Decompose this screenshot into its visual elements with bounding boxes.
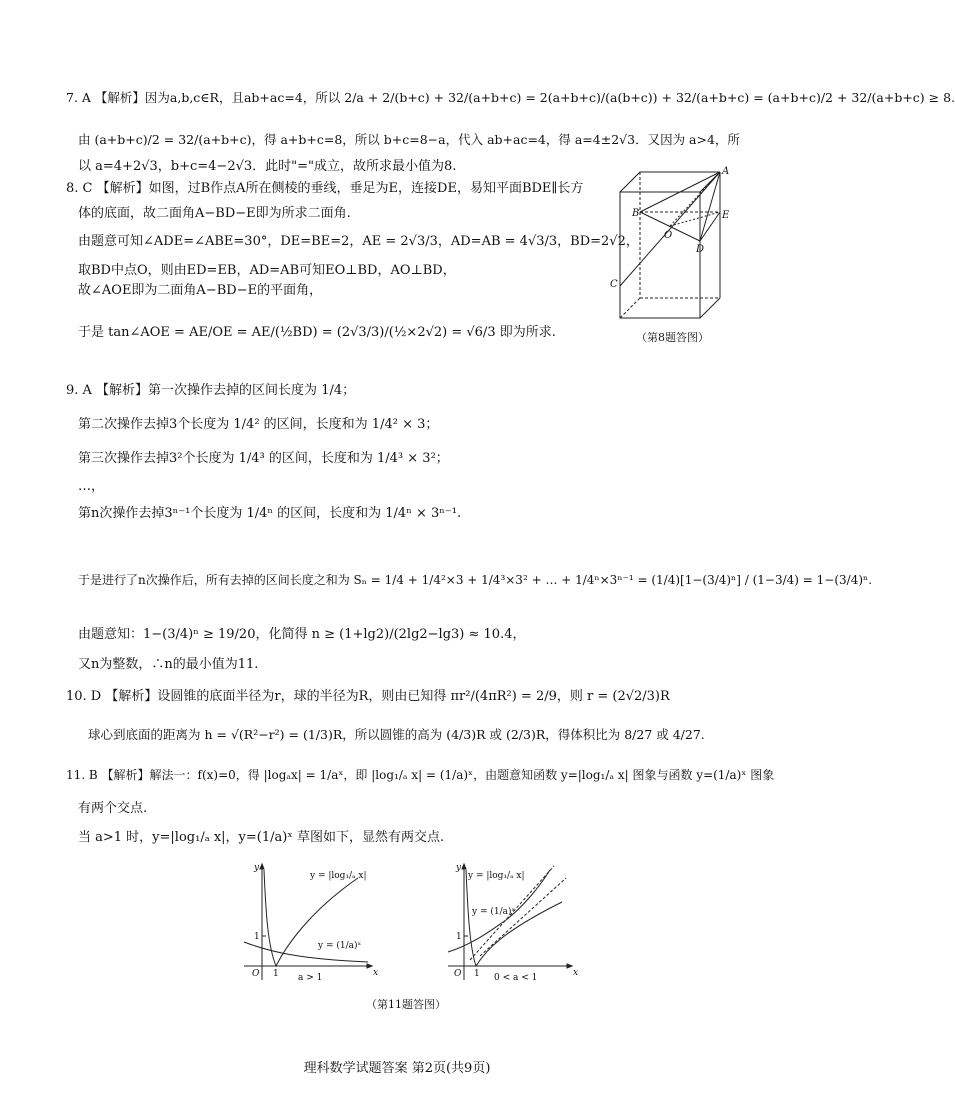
right-graph-one-y: 1 [456, 932, 462, 942]
page-footer: 理科数学试题答案 第2页(共9页) [303, 1061, 491, 1076]
q11-figure-caption: （第11题答图） [366, 998, 446, 1011]
label-B: B [632, 208, 640, 219]
q8-figure-caption: （第8题答图） [636, 331, 709, 344]
q10-line-1: 10. D 【解析】设圆锥的底面半径为r，球的半径为R，则由已知得 πr²/(4πR²) = 2/9，则 r = (2√2/3)R [66, 689, 670, 704]
left-graph-y-label: y [254, 863, 260, 873]
q8-box-figure [606, 162, 736, 330]
q11-line-2: 有两个交点. [78, 801, 148, 816]
q7-line-3: 以 a=4+2√3，b+c=4−2√3．此时"="成立，故所求最小值为8. [78, 159, 457, 174]
q9-line-5: 第n次操作去掉3ⁿ⁻¹个长度为 1/4ⁿ 的区间，长度和为 1/4ⁿ × 3ⁿ⁻¹. [78, 506, 462, 521]
q10-line-2: 球心到底面的距离为 h = √(R²−r²) = (1/3)R，所以圆锥的高为 (4/3)R 或 (2/3)R，得体积比为 8/27 或 4/27. [88, 727, 705, 742]
left-graph-curve-exp: y = (1/a)ˣ [318, 941, 362, 951]
right-graph-condition: 0 < a < 1 [494, 973, 538, 983]
q8-line-4: 取BD中点O，则由ED=EB，AD=AB可知EO⊥BD，AO⊥BD， [78, 263, 456, 278]
right-graph-curve-log: y = |log₁/ₐ x| [468, 871, 525, 881]
left-graph-origin: O [252, 969, 260, 979]
q9-line-4: …， [78, 479, 105, 494]
label-C: C [610, 279, 618, 290]
q8-line-3: 由题意可知∠ADE=∠ABE=30°，DE=BE=2，AE = 2√3/3，AD=AB = 4√3/3，BD=2√2， [78, 234, 639, 249]
q8-line-2: 体的底面，故二面角A−BD−E即为所求二面角. [78, 206, 351, 221]
label-D: D [696, 244, 705, 255]
q7-line-1: 7. A 【解析】因为a,b,c∈R，且ab+ac=4，所以 2/a + 2/(b+c) + 32/(a+b+c) = 2(a+b+c)/(a(b+c)) + 32/(a+b+c) = (a+b+c)/2 + 32/(a+b+c) ≥ 8. [66, 90, 955, 105]
right-graph-y-label: y [456, 863, 462, 873]
q8-line-1: 8. C 【解析】如图，过B作点A所在侧棱的垂线，垂足为E，连接DE，易知平面BDE∥长方 [66, 181, 584, 196]
q9-line-8: 又n为整数，∴n的最小值为11. [78, 657, 259, 672]
label-E: E [722, 210, 730, 221]
q9-line-3: 第三次操作去掉3²个长度为 1/4³ 的区间，长度和为 1/4³ × 3²； [78, 451, 449, 466]
right-graph-curve-exp: y = (1/a)ˣ [472, 907, 516, 917]
left-graph-one-y: 1 [254, 932, 260, 942]
q11-line-1: 11. B 【解析】解法一：f(x)=0，得 |logₐx| = 1/aˣ，即 |log₁/ₐ x| = (1/a)ˣ，由题意知函数 y=|log₁/ₐ x| 图象与函数 y=(1/a)ˣ 图象 [66, 768, 775, 782]
left-graph-curve-log: y = |log₁/ₐ x| [310, 871, 367, 881]
q7-line-2: 由 (a+b+c)/2 = 32/(a+b+c)，得 a+b+c=8，所以 b+c=8−a，代入 ab+ac=4，得 a=4±2√3．又因为 a>4，所 [78, 132, 740, 147]
q11-graph-a-greater-1 [240, 856, 380, 986]
q9-line-6: 于是进行了n次操作后，所有去掉的区间长度之和为 Sₙ = 1/4 + 1/4²×3 + 1/4³×3² + … + 1/4ⁿ×3ⁿ⁻¹ = (1/4)[1−(3/4)ⁿ] / (1−3/4) = 1−(3/4)ⁿ. [78, 573, 873, 587]
q11-line-3: 当 a>1 时，y=|log₁/ₐ x|，y=(1/a)ˣ 草图如下，显然有两交点. [78, 830, 445, 845]
q9-line-1: 9. A 【解析】第一次操作去掉的区间长度为 1/4； [66, 383, 356, 398]
right-graph-origin: O [454, 969, 462, 979]
right-graph-x-label: x [573, 968, 579, 978]
right-graph-one-x: 1 [474, 969, 480, 979]
q9-line-2: 第二次操作去掉3个长度为 1/4² 的区间，长度和为 1/4² × 3； [78, 417, 439, 432]
left-graph-x-label: x [373, 968, 379, 978]
q11-graph-a-less-1 [444, 856, 584, 986]
label-O: O [664, 230, 673, 241]
q8-line-5: 故∠AOE即为二面角A−BD−E的平面角， [78, 283, 323, 298]
q9-line-7: 由题意知：1−(3/4)ⁿ ≥ 19/20，化简得 n ≥ (1+lg2)/(2lg2−lg3) ≈ 10.4， [78, 627, 526, 642]
left-graph-one-x: 1 [273, 969, 279, 979]
left-graph-condition: a > 1 [298, 973, 323, 983]
label-A: A [722, 166, 730, 177]
q8-line-6: 于是 tan∠AOE = AE/OE = AE/(½BD) = (2√3/3)/(½×2√2) = √6/3 即为所求. [78, 325, 556, 340]
